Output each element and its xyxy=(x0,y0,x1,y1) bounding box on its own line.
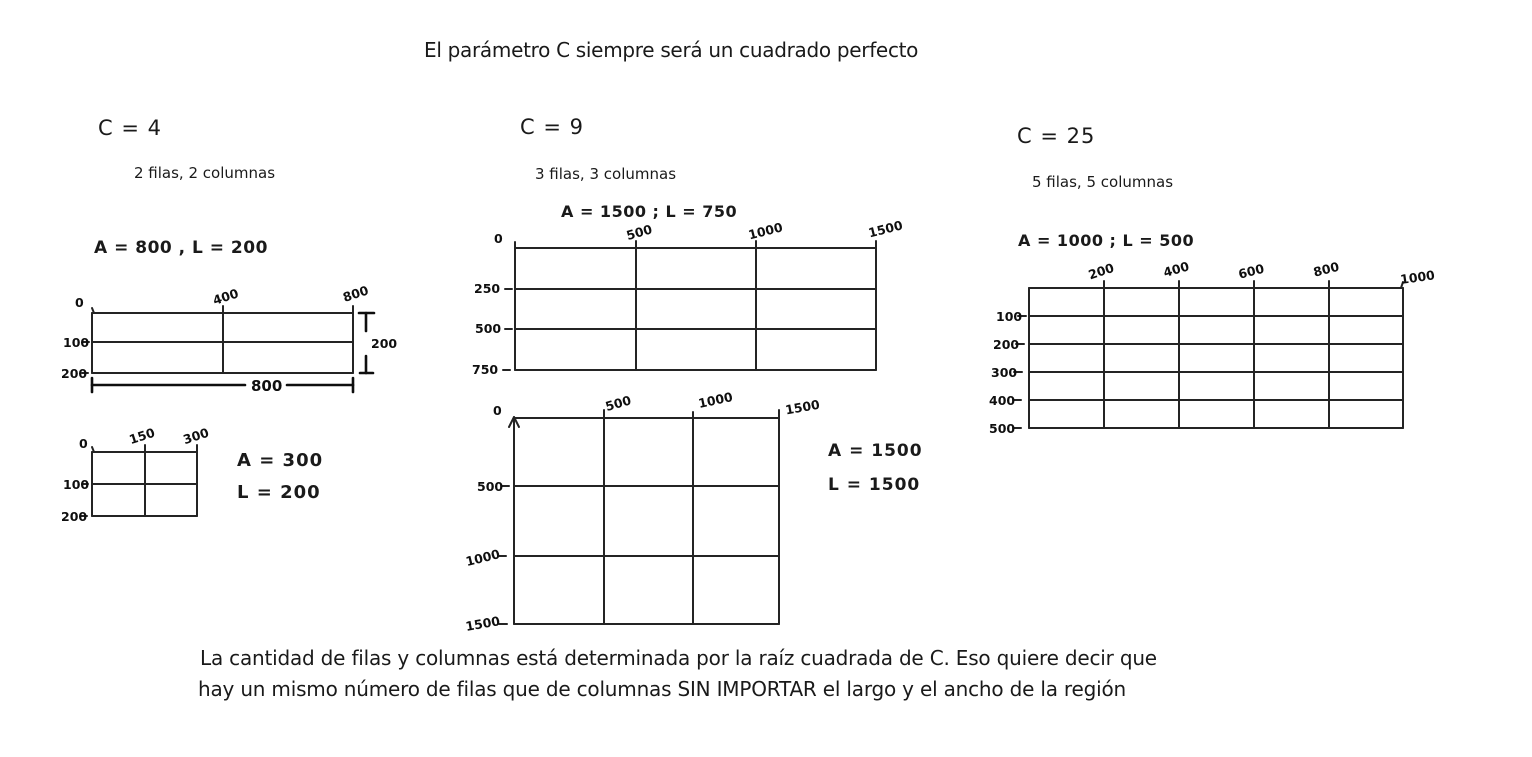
c9-region-grid-1 xyxy=(460,215,915,385)
y-tick: 100 xyxy=(63,477,90,492)
y-tick: 200 xyxy=(61,366,88,381)
c4-grid2-area-label: A = 300 xyxy=(237,450,324,471)
c4-grid2-length-label: L = 200 xyxy=(237,482,321,503)
x-tick: 600 xyxy=(1236,260,1266,282)
x-tick: 1500 xyxy=(866,217,905,241)
width-dimension-label: 800 xyxy=(251,377,283,395)
c4-label: C = 4 xyxy=(98,116,162,140)
x-tick: 800 xyxy=(1311,258,1341,280)
footer-note-line-2: hay un mismo número de filas que de columnas SIN IMPORTAR el largo y el ancho de la región xyxy=(198,677,1126,701)
y-tick: 500 xyxy=(477,479,504,494)
x-tick: 1000 xyxy=(696,389,735,411)
c25-params-label: A = 1000 ; L = 500 xyxy=(1018,231,1195,250)
y-tick: 300 xyxy=(991,365,1018,380)
x-tick: 300 xyxy=(181,424,211,448)
x-tick: 400 xyxy=(210,285,241,308)
c4-params-label: A = 800 , L = 200 xyxy=(94,238,268,258)
x-tick: 800 xyxy=(340,282,371,305)
c9-grid2-length-label: L = 1500 xyxy=(828,475,921,495)
footer-note-line-1: La cantidad de filas y columnas está determinada por la raíz cuadrada de C. Eso quiere decir que xyxy=(200,646,1157,670)
grid-lines xyxy=(1013,281,1403,428)
x-tick: 400 xyxy=(1161,258,1191,280)
y-tick: 1500 xyxy=(464,613,502,634)
y-tick: 500 xyxy=(989,421,1016,436)
x-tick: 1000 xyxy=(1399,267,1436,288)
c25-region-grid xyxy=(980,255,1440,440)
c9-params-label: A = 1500 ; L = 750 xyxy=(561,202,738,221)
x-tick: 200 xyxy=(1086,259,1116,283)
x-tick: 0 xyxy=(494,231,503,246)
grid-lines xyxy=(82,306,353,373)
x-tick: 500 xyxy=(624,221,654,243)
grid-lines xyxy=(503,241,876,370)
x-tick: 150 xyxy=(127,424,157,448)
c9-grid2-area-label: A = 1500 xyxy=(828,441,923,461)
y-tick: 250 xyxy=(474,281,501,296)
y-tick: 200 xyxy=(61,509,88,524)
c9-label: C = 9 xyxy=(520,115,584,139)
page-title: El parámetro C siempre será un cuadrado perfecto xyxy=(424,38,919,62)
c4-dims-label: 2 filas, 2 columnas xyxy=(134,164,276,182)
x-tick: 0 xyxy=(493,403,502,418)
y-tick: 400 xyxy=(989,393,1016,408)
c9-region-grid-2 xyxy=(455,390,835,635)
c25-label: C = 25 xyxy=(1017,124,1096,148)
x-tick: 0 xyxy=(79,436,88,451)
c4-region-grid-1 xyxy=(55,282,405,400)
x-tick: 1000 xyxy=(746,219,785,243)
y-tick: 200 xyxy=(993,337,1020,352)
y-tick: 100 xyxy=(996,309,1023,324)
y-tick: 100 xyxy=(63,335,90,350)
x-tick: 0 xyxy=(75,295,84,310)
c9-dims-label: 3 filas, 3 columnas xyxy=(535,165,677,183)
y-tick: 500 xyxy=(475,321,502,336)
c25-dims-label: 5 filas, 5 columnas xyxy=(1032,173,1174,191)
y-tick: 750 xyxy=(472,362,499,377)
grid-lines xyxy=(81,445,197,516)
grid-lines xyxy=(499,410,779,624)
c4-region-grid-2 xyxy=(55,415,355,530)
x-tick: 500 xyxy=(603,392,633,414)
x-tick: 1500 xyxy=(784,396,821,418)
y-tick: 1000 xyxy=(464,546,502,570)
width-dimension-bracket xyxy=(92,378,353,392)
height-dimension-label: 200 xyxy=(371,336,398,351)
